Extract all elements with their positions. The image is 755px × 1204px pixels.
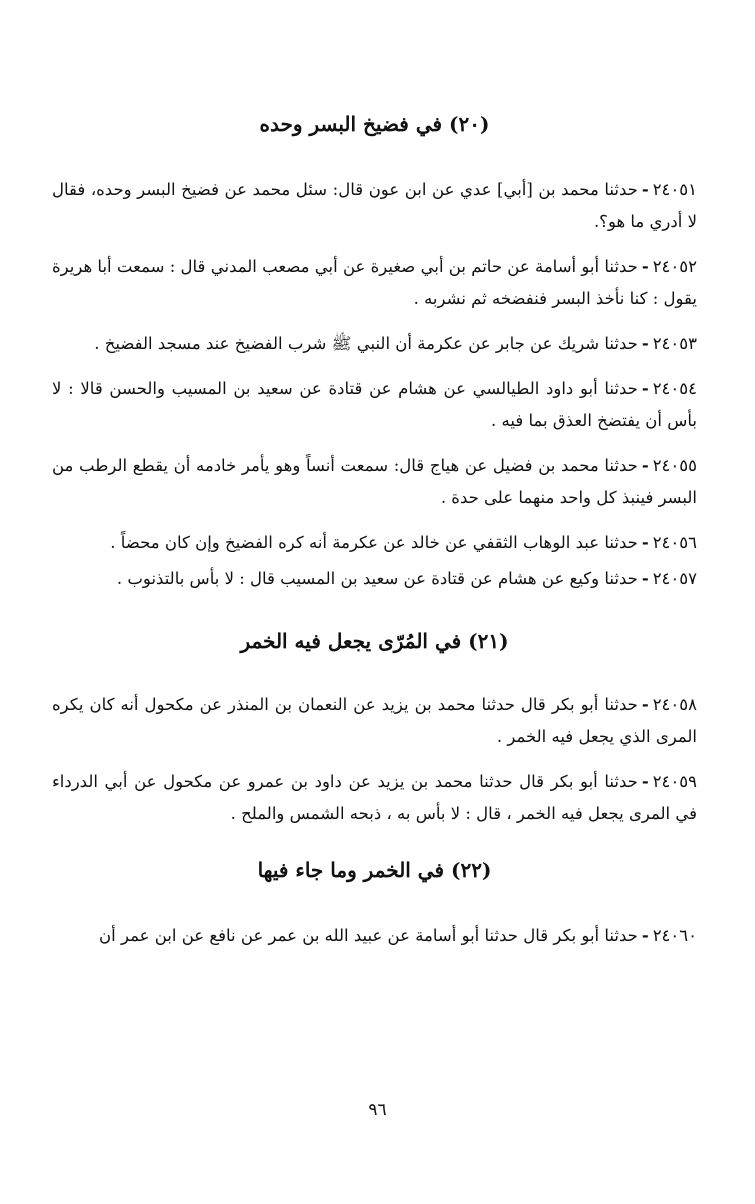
hadith-number: ٢٤٠٥٢ [652, 257, 697, 276]
hadith-text: حدثنا محمد بن [أبي] عدي عن ابن عون قال: سئل محمد عن فضيخ البسر وحده، فقال لا أدري ما هو؟. [52, 180, 697, 231]
hadith-text: حدثنا أبو بكر قال حدثنا محمد بن يزيد عن النعمان بن المنذر عن مكحول أنه كان يكره المرى الذي يجعل فيه الخمر . [52, 695, 697, 746]
section-heading: (٢٠) في فضيخ البسر وحده [259, 112, 490, 136]
hadith-entry: ٢٤٠٥٤-حدثنا أبو داود الطيالسي عن هشام عن قتادة عن سعيد بن المسيب والحسن قالا : لا بأس أن يفتضخ العذق بما فيه . [52, 379, 697, 430]
hadith-number: ٢٤٠٥٥ [652, 456, 697, 475]
hadith-text: حدثنا وكيع عن هشام عن قتادة عن سعيد بن المسيب قال : لا بأس بالتذنوب . [116, 569, 638, 588]
page-number: ٩٦ [368, 1100, 387, 1120]
hadith-number: ٢٤٠٥٤ [652, 379, 697, 398]
hadith-text: حدثنا أبو داود الطيالسي عن هشام عن قتادة عن سعيد بن المسيب والحسن قالا : لا بأس أن يفتضخ العذق بما فيه . [52, 379, 697, 430]
hadith-entry: ٢٤٠٥٥-حدثنا محمد بن فضيل عن هياج قال: سمعت أنساً وهو يأمر خادمه أن يقطع الرطب من البسر فينبذ كل واحد منهما على حدة . [52, 456, 697, 507]
hadith-entry: ٢٤٠٥٢-حدثنا أبو أسامة عن حاتم بن أبي صغيرة عن أبي مصعب المدني قال : سمعت أبا هريرة يقول : كنا نأخذ البسر فنفضخه ثم نشربه . [52, 257, 697, 308]
document-page [0, 112, 755, 1204]
hadith-entry: ٢٤٠٥٦-حدثنا عبد الوهاب الثقفي عن خالد عن عكرمة أنه كره الفضيخ وإن كان محضاً . [110, 533, 697, 552]
hadith-number: ٢٤٠٥٨ [652, 695, 697, 714]
hadith-number: ٢٤٠٦٠ [652, 926, 697, 945]
hadith-entry: ٢٤٠٥٣-حدثنا شريك عن جابر عن عكرمة أن النبي ﷺ شرب الفضيخ عند مسجد الفضيخ . [94, 334, 697, 353]
hadith-text: حدثنا محمد بن فضيل عن هياج قال: سمعت أنساً وهو يأمر خادمه أن يقطع الرطب من البسر فينبذ كل واحد منهما على حدة . [52, 456, 697, 507]
hadith-number: ٢٤٠٥١ [652, 180, 697, 199]
section-heading: (٢٢) في الخمر وما جاء فيها [257, 858, 492, 882]
hadith-number: ٢٤٠٥٦ [652, 533, 697, 552]
hadith-entry: ٢٤٠٥٩-حدثنا أبو بكر قال حدثنا محمد بن يزيد عن داود بن عمرو عن مكحول عن أبي الدرداء في المرى يجعل فيه الخمر ، قال : لا بأس به ، ذبحه الشمس والملح . [52, 772, 697, 823]
hadith-entry: ٢٤٠٦٠-حدثنا أبو بكر قال حدثنا أبو أسامة عن عبيد الله بن عمر عن نافع عن ابن عمر أن [99, 926, 697, 945]
hadith-text: حدثنا أبو بكر قال حدثنا محمد بن يزيد عن داود بن عمرو عن مكحول عن أبي الدرداء في المرى يجعل فيه الخمر ، قال : لا بأس به ، ذبحه الشمس والملح . [52, 772, 697, 823]
section-heading: (٢١) في المُرّى يجعل فيه الخمر [240, 629, 509, 653]
hadith-entry: ٢٤٠٥٨-حدثنا أبو بكر قال حدثنا محمد بن يزيد عن النعمان بن المنذر عن مكحول أنه كان يكره المرى الذي يجعل فيه الخمر . [52, 695, 697, 746]
hadith-entry: ٢٤٠٥١-حدثنا محمد بن [أبي] عدي عن ابن عون قال: سئل محمد عن فضيخ البسر وحده، فقال لا أدري ما هو؟. [52, 180, 697, 231]
hadith-entry: ٢٤٠٥٧-حدثنا وكيع عن هشام عن قتادة عن سعيد بن المسيب قال : لا بأس بالتذنوب . [116, 569, 697, 588]
hadith-number: ٢٤٠٥٧ [652, 569, 697, 588]
hadith-text: حدثنا عبد الوهاب الثقفي عن خالد عن عكرمة أنه كره الفضيخ وإن كان محضاً . [110, 533, 638, 552]
hadith-text: حدثنا أبو بكر قال حدثنا أبو أسامة عن عبيد الله بن عمر عن نافع عن ابن عمر أن [99, 926, 638, 945]
hadith-number: ٢٤٠٥٣ [652, 334, 697, 353]
hadith-text: حدثنا أبو أسامة عن حاتم بن أبي صغيرة عن أبي مصعب المدني قال : سمعت أبا هريرة يقول : كنا نأخذ البسر فنفضخه ثم نشربه . [52, 257, 697, 308]
hadith-text: حدثنا شريك عن جابر عن عكرمة أن النبي ﷺ شرب الفضيخ عند مسجد الفضيخ . [94, 334, 638, 353]
hadith-number: ٢٤٠٥٩ [652, 772, 697, 791]
